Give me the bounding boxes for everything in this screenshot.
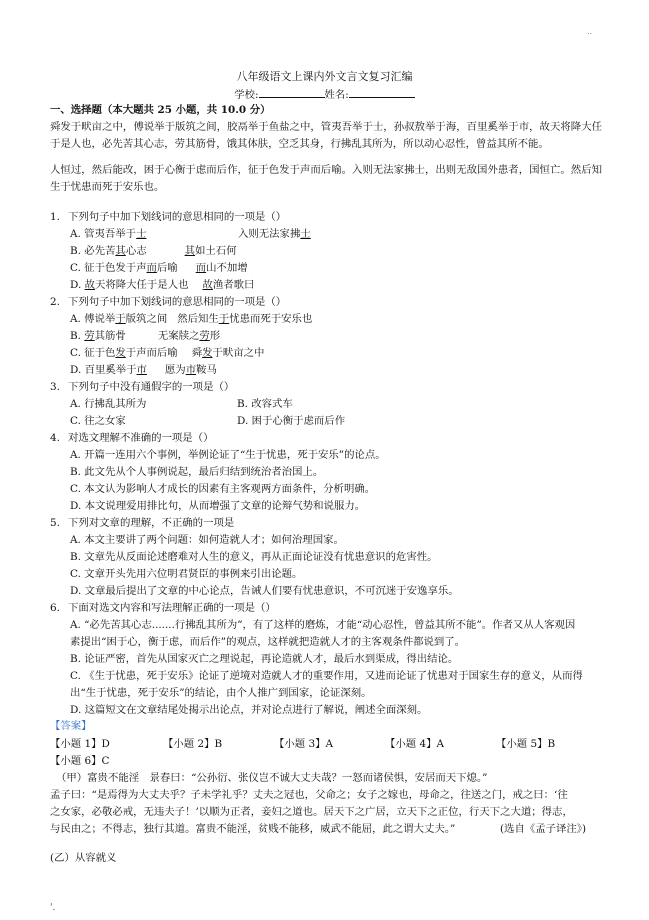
question-5 bbox=[50, 515, 602, 532]
question-stem: 下列句子中没有通假字的一项是（） bbox=[68, 381, 235, 393]
answer-item-1: 【小题 1】D bbox=[50, 738, 110, 750]
passage2-line-4: 与民由之；不得志，独行其道。富贵不能淫，贫贱不能移，威武不能屈，此之谓大丈夫。” bbox=[50, 823, 456, 835]
question-stem: 下列句子中加下划线词的意思相同的一项是（） bbox=[68, 211, 287, 223]
q1-option-c: C. 征于色发于声而后喻 而山不加增 bbox=[70, 262, 248, 274]
passage-paragraph-1: 舜发于畎亩之中，傅说举于版筑之间，胶鬲举于鱼盐之中，管夷吾举于士，孙叔敖举于海，百里奚举于市，故天将降大任于是人也，必先苦其心志，劳其筋骨，饿其体肤，空乏其身，行拂乱其所为，所以动心忍性，曾益其所不能。 bbox=[50, 121, 602, 150]
q3-option-a: A. 行拂乱其所为 bbox=[70, 398, 147, 410]
q3-option-c: C. 往之女家 bbox=[70, 415, 126, 427]
school-blank bbox=[259, 86, 325, 98]
question-2 bbox=[50, 294, 602, 311]
footer-mark: '. bbox=[50, 903, 56, 913]
question-stem: 下列句子中加下划线词的意思相同的一项是（） bbox=[68, 296, 287, 308]
question-number: 1. bbox=[50, 211, 60, 223]
name-label: 姓名: bbox=[324, 89, 349, 101]
q5-option-b: B. 文章先从反面论述磨难对人生的意义，再从正面论证没有忧患意识的危害性。 bbox=[70, 551, 438, 563]
passage2-line-2: 孟子曰：“是焉得为大丈夫乎？子未学礼乎？丈夫之冠也，父命之；女子之嫁也，母命之，往送之门，戒之曰：‘往 bbox=[50, 789, 568, 801]
q2-option-a: A. 傅说举于版筑之间 然后知生于忧患而死于安乐也 bbox=[70, 313, 313, 325]
question-6 bbox=[50, 600, 602, 617]
q6-option-a-line-2: 素提出“困于心，衡于虑，而后作”的观点，这样就把造就人才的主客观条件都说到了。 bbox=[70, 636, 466, 648]
passage2-line-3: 之女家，必敬必戒，无违夫子！’以顺为正者，妾妇之道也。居天下之广居，立天下之正位，行天下之大道；得志， bbox=[50, 806, 573, 818]
q2-option-d: D. 百里奚举于市 愿为市鞍马 bbox=[70, 364, 217, 376]
q6-option-c-line-1: C. 《生于忧患，死于安乐》论证了逆境对造就人才的重要作用，又进而论证了忧患对于国家生存的意义，从而得 bbox=[70, 670, 583, 682]
q4-option-c: C. 本文认为影响人才成长的因素有主客观两方面条件，分析明确。 bbox=[70, 483, 376, 495]
q1-option-b: B. 必先苦其心志 其如土石何 bbox=[70, 245, 237, 257]
answer-item-5: 【小题 5】B bbox=[496, 738, 556, 750]
q3-option-d: D. 困于心衡于虑而后作 bbox=[237, 415, 346, 427]
name-blank bbox=[349, 86, 415, 98]
q2-option-c: C. 征于色发于声而后喻 舜发于畎亩之中 bbox=[70, 347, 265, 359]
question-4 bbox=[50, 430, 602, 447]
question-number: 5. bbox=[50, 517, 60, 529]
corner-mark: .. bbox=[587, 28, 592, 36]
q1-option-a: A. 管夷吾举于士 入则无法家拂士 bbox=[70, 228, 311, 240]
passage2-source: (选自《孟子译注》) bbox=[500, 823, 587, 835]
q1-option-d: D. 故天将降大任于是人也 故渔者歌曰 bbox=[70, 279, 255, 291]
q4-option-b: B. 此文先从个人事例说起，最后归结到统治者治国上。 bbox=[70, 466, 324, 478]
passage-paragraph-2: 人恒过，然后能改，困于心衡于虑而后作，征于色发于声而后喻。入则无法家拂士，出则无敌国外患者，国恒亡。然后知生于忧患而死于安乐也。 bbox=[50, 164, 602, 193]
question-1 bbox=[50, 209, 602, 226]
q6-option-a-line-1: A. “必先苦其心志.......行拂乱其所为”，有了这样的磨炼，才能“动心忍性，曾益其所不能”。作者又从人客观因 bbox=[70, 619, 576, 631]
document-title: 八年级语文上课内外文言文复习汇编 bbox=[236, 70, 413, 83]
question-number: 2. bbox=[50, 296, 60, 308]
q6-option-c-line-2: 出“生于忧患，死于安乐”的结论，由个人推广到国家，论证深刻。 bbox=[70, 687, 372, 699]
answer-label: 【答案】 bbox=[50, 720, 92, 732]
question-stem: 下面对选文内容和写法理解正确的一项是（） bbox=[68, 602, 276, 614]
answer-item-3: 【小题 3】A bbox=[274, 738, 333, 750]
question-stem: 对选文理解不准确的一项是（） bbox=[68, 432, 214, 444]
passage2-line-1: （甲）富贵不能淫 景春曰：“公孙衍、张仪岂不诚大丈夫哉？一怒而诸侯惧，安居而天下熄。” bbox=[56, 772, 488, 784]
q5-option-d: D. 文章最后提出了文章的中心论点，告诫人们要有忧患意识，不可沉迷于安逸享乐。 bbox=[70, 585, 459, 597]
school-label: 学校: bbox=[234, 89, 259, 101]
q2-option-b: B. 劳其筋骨 无案牍之劳形 bbox=[70, 330, 221, 342]
question-number: 4. bbox=[50, 432, 60, 444]
answer-item-6: 【小题 6】C bbox=[50, 755, 110, 767]
section-title: 一、选择题（本大题共 25 小题，共 10.0 分） bbox=[50, 104, 271, 116]
q4-option-a: A. 开篇一连用六个事例，举例论证了“生于忧患，死于安乐”的论点。 bbox=[70, 449, 386, 461]
q4-option-d: D. 本文说理爱用排比句，从而增强了文章的论辩气势和说服力。 bbox=[70, 500, 366, 512]
q5-option-c: C. 文章开头先用六位明君贤臣的事例来引出论题。 bbox=[70, 568, 303, 580]
q6-option-d: D. 这篇短文在文章结尾处揭示出论点，并对论点进行了解说，阐述全面深刻。 bbox=[70, 704, 428, 716]
q6-option-b: B. 论证严密，首先从国家灭亡之理说起，再论造就人才，最后水到渠成，得出结论。 bbox=[70, 653, 459, 665]
q3-option-b: B. 改容式车 bbox=[237, 398, 293, 410]
q5-option-a: A. 本文主要讲了两个问题：如何造就人才；如何治理国家。 bbox=[70, 534, 344, 546]
question-3 bbox=[50, 379, 602, 396]
question-number: 3. bbox=[50, 381, 60, 393]
question-number: 6. bbox=[50, 602, 60, 614]
passage2-subtitle: (乙）从容就义 bbox=[50, 852, 117, 864]
answer-item-2: 【小题 2】B bbox=[163, 738, 223, 750]
question-stem: 下列对文章的理解，不正确的一项是 bbox=[68, 517, 235, 529]
answer-item-4: 【小题 4】A bbox=[385, 738, 444, 750]
